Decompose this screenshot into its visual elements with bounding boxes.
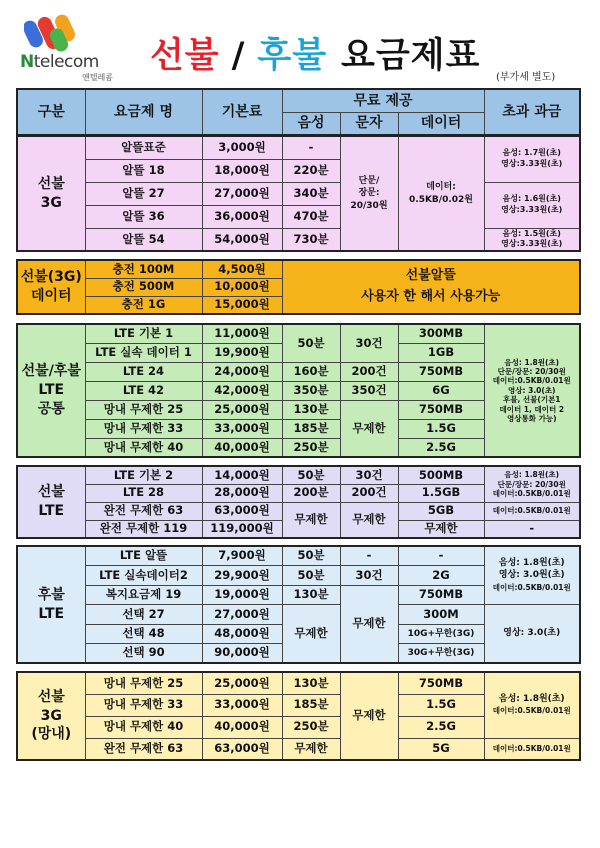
plan-name: 충전 1G (85, 296, 202, 314)
plan-name: LTE 실속데이터2 (85, 566, 202, 586)
plan-name: 선택 27 (85, 605, 202, 625)
overage-cell: 데이터:0.5KB/0.01원 (484, 738, 580, 760)
overage-cell: 음성: 1.8원(초) 단문/장문: 20/30원 데이터:0.5KB/0.01원 영상: 3.0(초) 후불, 선불(기본1 데이터 1, 데이터 2 영상통화 가능) (484, 324, 580, 457)
page-header (0, 0, 600, 86)
sms-cell: 무제한 (340, 585, 398, 663)
voice-cell: 220분 (282, 159, 340, 182)
sms-cell: 무제한 (340, 400, 398, 457)
base-fee: 33,000원 (202, 694, 282, 716)
plan-name: 알뜰 27 (85, 182, 202, 205)
plan-name: 망내 무제한 25 (85, 672, 202, 694)
base-fee: 11,000원 (202, 324, 282, 343)
data-cell: 300MB (398, 324, 484, 343)
title-prepaid: 선불 (150, 36, 220, 76)
base-fee: 10,000원 (202, 278, 282, 296)
header-plan-name: 요금제 명 (85, 89, 202, 135)
voice-cell: 50분 (282, 546, 340, 566)
sms-cell: 30건 (340, 466, 398, 484)
voice-cell: 무제한 (282, 738, 340, 760)
base-fee: 63,000원 (202, 502, 282, 520)
data-cell: 30G+무한(3G) (398, 644, 484, 664)
header-base-fee: 기본료 (202, 89, 282, 135)
plan-name: 완전 무제한 63 (85, 502, 202, 520)
data-cell: 2G (398, 566, 484, 586)
base-fee: 19,000원 (202, 585, 282, 605)
plan-name: 망내 무제한 33 (85, 694, 202, 716)
base-fee: 27,000원 (202, 182, 282, 205)
base-fee: 90,000원 (202, 644, 282, 664)
category-cell: 선불/후불 LTE 공통 (17, 324, 85, 457)
base-fee: 63,000원 (202, 738, 282, 760)
base-fee: 4,500원 (202, 260, 282, 278)
base-fee: 48,000원 (202, 624, 282, 644)
voice-cell: 250분 (282, 438, 340, 457)
voice-cell: 무제한 (282, 502, 340, 538)
voice-cell: - (282, 136, 340, 159)
vat-note: (부가세 별도) (496, 72, 556, 83)
base-fee: 28,000원 (202, 484, 282, 502)
sms-cell: 200건 (340, 362, 398, 381)
base-fee: 25,000원 (202, 400, 282, 419)
data-cell: 5GB (398, 502, 484, 520)
data-cell: 10G+무한(3G) (398, 624, 484, 644)
overage-cell: 데이터:0.5KB/0.01원 (484, 502, 580, 520)
plan-name: LTE 24 (85, 362, 202, 381)
sms-cell: - (340, 546, 398, 566)
section-prepaid-3g-onnet (16, 671, 581, 761)
plan-name: 복지요금제 19 (85, 585, 202, 605)
overage-cell: - (484, 520, 580, 538)
data-cell: 1.5GB (398, 484, 484, 502)
plan-name: LTE 기본 1 (85, 324, 202, 343)
sms-cell: 350건 (340, 381, 398, 400)
plan-name: LTE 실속 데이터 1 (85, 343, 202, 362)
voice-cell: 340분 (282, 182, 340, 205)
voice-cell: 185분 (282, 694, 340, 716)
voice-cell: 470분 (282, 205, 340, 228)
voice-cell: 250분 (282, 716, 340, 738)
data-cell: 2.5G (398, 716, 484, 738)
base-fee: 24,000원 (202, 362, 282, 381)
sms-cell: 200건 (340, 484, 398, 502)
voice-cell: 130분 (282, 585, 340, 605)
header-free-offer: 무료 제공 (282, 89, 484, 112)
voice-cell: 130분 (282, 672, 340, 694)
voice-cell: 130분 (282, 400, 340, 419)
section-prepaid-lte (16, 465, 581, 539)
section-postpaid-lte (16, 545, 581, 664)
plan-name: 알뜰 54 (85, 228, 202, 251)
plan-name: LTE 28 (85, 484, 202, 502)
data-cell: 데이터: 0.5KB/0.02원 (398, 136, 484, 251)
header-sms: 문자 (340, 112, 398, 135)
base-fee: 119,000원 (202, 520, 282, 538)
data-cell: 750MB (398, 362, 484, 381)
sms-cell: 무제한 (340, 502, 398, 538)
ntelecom-logo-icon (24, 14, 84, 54)
voice-cell: 160분 (282, 362, 340, 381)
plan-name: 알뜰표준 (85, 136, 202, 159)
base-fee: 15,000원 (202, 296, 282, 314)
section-prepaid-data (16, 259, 581, 315)
plan-name: LTE 알뜰 (85, 546, 202, 566)
base-fee: 36,000원 (202, 205, 282, 228)
section-lte-common (16, 323, 581, 458)
data-cell: 2.5G (398, 438, 484, 457)
category-cell: 선불 3G (17, 136, 85, 251)
header-data: 데이터 (398, 112, 484, 135)
data-cell: 1GB (398, 343, 484, 362)
plan-name: 완전 무제한 119 (85, 520, 202, 538)
base-fee: 3,000원 (202, 136, 282, 159)
title-postpaid: 후불 (257, 36, 328, 76)
base-fee: 27,000원 (202, 605, 282, 625)
sms-cell: 무제한 (340, 672, 398, 760)
base-fee: 18,000원 (202, 159, 282, 182)
header-voice: 음성 (282, 112, 340, 135)
base-fee: 40,000원 (202, 438, 282, 457)
plan-name: 충전 500M (85, 278, 202, 296)
plan-name: 망내 무제한 33 (85, 419, 202, 438)
data-cell: 6G (398, 381, 484, 400)
base-fee: 40,000원 (202, 716, 282, 738)
plan-name: LTE 42 (85, 381, 202, 400)
voice-cell: 730분 (282, 228, 340, 251)
data-cell: 750MB (398, 672, 484, 694)
voice-cell: 185분 (282, 419, 340, 438)
sms-cell: 30건 (340, 566, 398, 586)
data-cell: 무제한 (398, 520, 484, 538)
voice-cell: 무제한 (282, 605, 340, 664)
data-cell: 5G (398, 738, 484, 760)
data-cell: 300M (398, 605, 484, 625)
plan-name: 망내 무제한 40 (85, 438, 202, 457)
data-cell: 1.5G (398, 694, 484, 716)
plan-name: 완전 무제한 63 (85, 738, 202, 760)
sms-cell: 30건 (340, 324, 398, 362)
base-fee: 54,000원 (202, 228, 282, 251)
overage-cell: 음성: 1.5원(초) 영상:3.33원(초) (484, 228, 580, 251)
table-header (16, 88, 581, 136)
title-slash: / (231, 36, 246, 76)
plan-name: 알뜰 36 (85, 205, 202, 228)
category-cell: 선불(3G) 데이터 (17, 260, 85, 314)
data-cell: 500MB (398, 466, 484, 484)
category-cell: 선불 3G (망내) (17, 672, 85, 760)
base-fee: 42,000원 (202, 381, 282, 400)
plan-name: 알뜰 18 (85, 159, 202, 182)
voice-cell: 50분 (282, 566, 340, 586)
overage-cell: 음성: 1.6원(초) 영상:3.33원(초) (484, 182, 580, 228)
company-logo (18, 14, 138, 80)
data-cell: 750MB (398, 400, 484, 419)
page-title (150, 28, 480, 78)
sms-cell: 단문/ 장문: 20/30원 (340, 136, 398, 251)
logo-wordmark: Ntelecom (20, 52, 99, 72)
voice-cell: 50분 (282, 324, 340, 362)
title-rate-table: 요금제표 (341, 36, 481, 76)
plan-name: 선택 48 (85, 624, 202, 644)
section-prepaid-3g (16, 135, 581, 252)
category-cell: 후불 LTE (17, 546, 85, 663)
overage-cell: 음성: 1.8원(초) 단문/장문: 20/30원 데이터:0.5KB/0.01원 (484, 466, 580, 502)
header-overage: 초과 과금 (484, 89, 580, 135)
plan-name: 망내 무제한 25 (85, 400, 202, 419)
logo-korean-name: 앤텔레콤 (82, 73, 113, 82)
plan-name: 충전 100M (85, 260, 202, 278)
voice-cell: 200분 (282, 484, 340, 502)
base-fee: 7,900원 (202, 546, 282, 566)
base-fee: 25,000원 (202, 672, 282, 694)
data-cell: 1.5G (398, 419, 484, 438)
overage-cell: 영상: 3.0(초) (484, 605, 580, 664)
data-cell: 750MB (398, 585, 484, 605)
plan-name: 망내 무제한 40 (85, 716, 202, 738)
overage-cell: 음성: 1.8원(초) 영상: 3.0원(초) 데이터:0.5KB/0.01원 (484, 546, 580, 605)
base-fee: 29,900원 (202, 566, 282, 586)
usage-restriction-note: 선불알뜰 사용자 한 해서 사용가능 (282, 260, 580, 314)
overage-cell: 음성: 1.7원(초) 영상:3.33원(초) (484, 136, 580, 182)
base-fee: 19,900원 (202, 343, 282, 362)
plan-name: LTE 기본 2 (85, 466, 202, 484)
voice-cell: 50분 (282, 466, 340, 484)
base-fee: 14,000원 (202, 466, 282, 484)
plan-name: 선택 90 (85, 644, 202, 664)
voice-cell: 350분 (282, 381, 340, 400)
category-cell: 선불 LTE (17, 466, 85, 538)
header-category: 구분 (17, 89, 85, 135)
base-fee: 33,000원 (202, 419, 282, 438)
overage-cell: 음성: 1.8원(초) 데이터:0.5KB/0.01원 (484, 672, 580, 738)
data-cell: - (398, 546, 484, 566)
